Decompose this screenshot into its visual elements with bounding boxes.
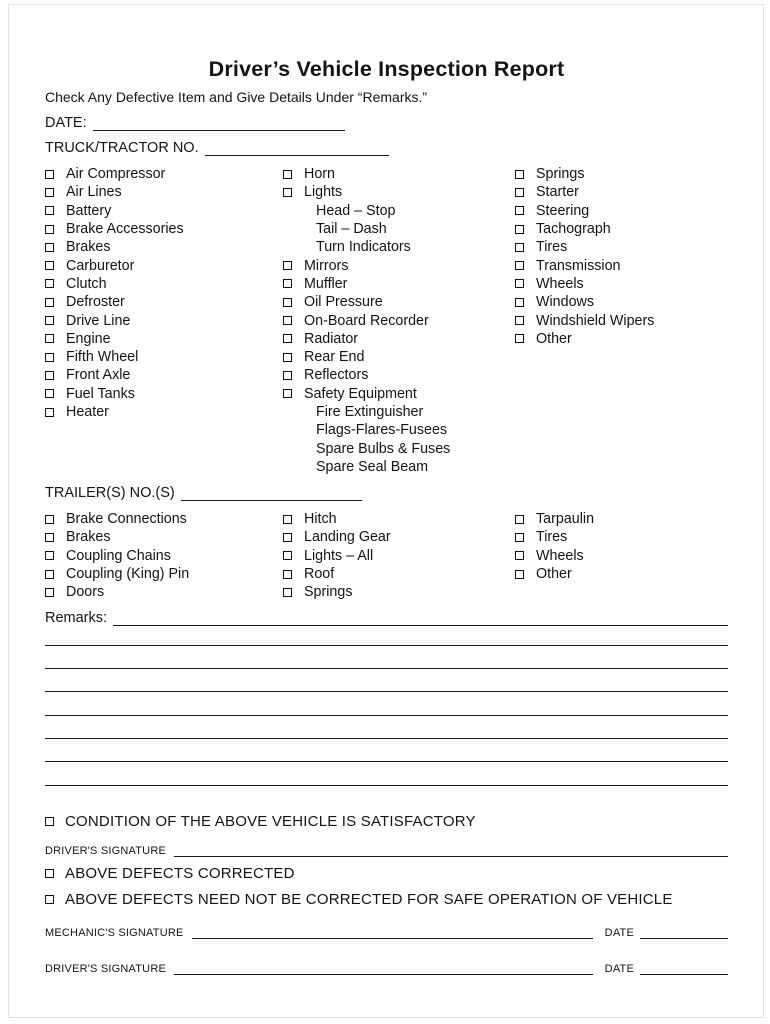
remarks-line[interactable] (45, 646, 728, 669)
checklist-item-label: Safety Equipment (304, 385, 417, 402)
truck-checklist (45, 165, 728, 476)
checklist-item-label: Doors (66, 584, 105, 601)
remarks-line[interactable] (45, 762, 728, 785)
satisfactory-label: CONDITION OF THE ABOVE VEHICLE IS SATISFACTORY (65, 812, 476, 830)
remarks-line[interactable] (45, 692, 728, 715)
checklist-item (515, 238, 728, 256)
checklist-item (515, 330, 728, 348)
checkbox[interactable] (515, 261, 524, 270)
checkbox[interactable] (45, 316, 54, 325)
checklist-item (283, 439, 515, 457)
checkbox[interactable] (283, 188, 292, 197)
checkbox[interactable] (45, 334, 54, 343)
date-label: DATE: (45, 115, 87, 131)
checklist-item-label: Flags-Flares-Fusees (316, 422, 448, 439)
driver-signature-line[interactable] (174, 846, 728, 857)
checklist-item-label: Tires (536, 239, 568, 256)
checkbox[interactable] (515, 206, 524, 215)
checklist-item (45, 385, 283, 403)
checklist-item-label: Heater (66, 404, 109, 420)
checkbox[interactable] (45, 206, 54, 215)
driver-date-line[interactable] (640, 964, 728, 975)
checklist-item-label: Front Axle (66, 367, 131, 384)
mechanic-signature-row (45, 923, 728, 939)
checkbox[interactable] (515, 170, 524, 179)
checklist-item-label: Brakes (66, 529, 111, 546)
checklist-item-label: Landing Gear (304, 529, 391, 546)
checklist-item (515, 311, 728, 329)
remarks-line[interactable] (113, 612, 728, 626)
checklist-item (283, 238, 515, 256)
checklist-item-label: Brake Connections (66, 511, 187, 528)
checklist-item-label: Tail – Dash (316, 221, 387, 238)
checkbox[interactable] (515, 279, 524, 288)
checklist-item (45, 220, 283, 238)
checkbox[interactable] (283, 551, 292, 560)
checklist-item-label: Transmission (536, 257, 621, 274)
checklist-item-label: Mirrors (304, 257, 349, 274)
checklist-item (283, 165, 515, 183)
mechanic-date-label: DATE (604, 926, 634, 939)
checklist-item (515, 165, 728, 183)
checklist-item-label: Battery (66, 202, 112, 219)
truck-checklist-column-1 (45, 165, 283, 476)
checklist-item (515, 220, 728, 238)
checkbox[interactable] (45, 243, 54, 252)
checkbox[interactable] (515, 515, 524, 524)
trailer-checklist-column-2 (283, 510, 515, 601)
checkbox[interactable] (515, 570, 524, 579)
satisfactory-checkbox[interactable] (45, 817, 54, 826)
defects-not-corrected-row (45, 890, 728, 909)
checkbox[interactable] (45, 261, 54, 270)
checklist-item (515, 202, 728, 220)
truck-no-label: TRUCK/TRACTOR NO. (45, 140, 199, 156)
defects-corrected-row (45, 864, 728, 883)
checklist-item (515, 183, 728, 201)
driver-signature-line[interactable] (174, 964, 593, 975)
checklist-item (283, 403, 515, 421)
checklist-item-label: Oil Pressure (304, 294, 383, 311)
instruction-text: Check Any Defective Item and Give Details Under “Remarks.” (45, 89, 428, 105)
checklist-item-label: Horn (304, 166, 335, 183)
checkbox[interactable] (45, 188, 54, 197)
checkbox[interactable] (283, 298, 292, 307)
checkbox[interactable] (45, 170, 54, 179)
checklist-item-label: Spare Seal Beam (316, 458, 429, 475)
checklist-item (283, 293, 515, 311)
checklist-item (45, 366, 283, 384)
checklist-item (45, 348, 283, 366)
checklist-item-label: Coupling Chains (66, 547, 171, 564)
checklist-item-label: Spare Bulbs & Fuses (316, 440, 451, 457)
driver-signature-row-bottom (45, 959, 728, 975)
checklist-item (515, 547, 728, 565)
truck-checklist-column-2 (283, 165, 515, 476)
mechanic-signature-label: MECHANIC'S SIGNATURE (45, 926, 184, 939)
checkbox[interactable] (515, 298, 524, 307)
mechanic-signature-line[interactable] (192, 928, 593, 939)
checklist-item-label: Tachograph (536, 221, 611, 238)
checklist-item-label: Other (536, 566, 572, 583)
checklist-item (283, 510, 515, 528)
checkbox[interactable] (283, 371, 292, 380)
checklist-item (45, 510, 283, 528)
checklist-item (45, 165, 283, 183)
checklist-item (45, 403, 283, 421)
checkbox[interactable] (45, 515, 54, 524)
remarks-line[interactable] (45, 626, 728, 646)
checklist-item (45, 528, 283, 546)
trailer-no-field-row (45, 482, 728, 501)
remarks-label: Remarks: (45, 609, 108, 626)
checkbox[interactable] (45, 533, 54, 542)
remarks-line[interactable] (45, 739, 728, 762)
defects-not-corrected-label: ABOVE DEFECTS NEED NOT BE CORRECTED FOR SAFE OPERATION OF VEHICLE (65, 890, 673, 908)
checklist-item-label: Head – Stop (316, 202, 396, 219)
checklist-item (283, 220, 515, 238)
remarks-line[interactable] (45, 669, 728, 692)
trailer-checklist (45, 510, 728, 601)
checklist-item (515, 510, 728, 528)
checkbox[interactable] (515, 334, 524, 343)
checklist-item (45, 183, 283, 201)
checkbox[interactable] (45, 371, 54, 380)
checklist-item (283, 311, 515, 329)
checklist-item-label: Engine (66, 330, 111, 347)
checklist-item-label: Wheels (536, 275, 584, 292)
checkbox[interactable] (45, 570, 54, 579)
checklist-item-label: Lights (304, 184, 343, 201)
checkbox[interactable] (515, 225, 524, 234)
checklist-item (45, 547, 283, 565)
checklist-item-label: Wheels (536, 547, 584, 564)
checkbox[interactable] (283, 279, 292, 288)
checklist-item-label: Reflectors (304, 367, 369, 384)
defects-corrected-checkbox[interactable] (45, 869, 54, 878)
checklist-item (45, 293, 283, 311)
checklist-item-label: Clutch (66, 275, 107, 292)
checklist-item-label: Starter (536, 184, 579, 201)
satisfactory-row (45, 812, 728, 831)
checklist-item (45, 330, 283, 348)
checklist-item-label: Springs (536, 166, 585, 183)
checklist-item-label: Carburetor (66, 257, 135, 274)
checklist-item (45, 275, 283, 293)
checklist-item (45, 202, 283, 220)
checklist-item (283, 385, 515, 403)
remarks-field-row (45, 607, 728, 626)
driver-signature-label: DRIVER'S SIGNATURE (45, 962, 167, 975)
checklist-item (45, 256, 283, 274)
checklist-item-label: Radiator (304, 330, 359, 347)
date-input-line[interactable] (93, 117, 345, 131)
checkbox[interactable] (283, 389, 292, 398)
checklist-item-label: Hitch (304, 511, 337, 528)
checklist-item (283, 421, 515, 439)
defects-corrected-label: ABOVE DEFECTS CORRECTED (65, 864, 295, 882)
checklist-item-label: Fire Extinguisher (316, 404, 424, 420)
checklist-item-label: Coupling (King) Pin (66, 566, 190, 583)
checklist-item-label: Tarpaulin (536, 511, 595, 528)
checklist-item-label: Turn Indicators (316, 239, 411, 256)
checklist-item-label: Fuel Tanks (66, 385, 135, 402)
checklist-item (283, 183, 515, 201)
checklist-item (283, 275, 515, 293)
checklist-item (45, 238, 283, 256)
driver-signature-row-top (45, 841, 728, 857)
truck-no-input-line[interactable] (205, 142, 389, 156)
checklist-item (515, 528, 728, 546)
checkbox[interactable] (45, 588, 54, 597)
checkbox[interactable] (45, 389, 54, 398)
truck-no-field-row (45, 137, 728, 156)
checkbox[interactable] (515, 243, 524, 252)
checklist-item-label: Springs (304, 584, 353, 601)
defects-not-corrected-checkbox[interactable] (45, 895, 54, 904)
checkbox[interactable] (283, 588, 292, 597)
truck-checklist-column-3 (515, 165, 728, 476)
trailer-checklist-column-1 (45, 510, 283, 601)
checklist-item-label: Air Compressor (66, 166, 166, 183)
checkbox[interactable] (45, 225, 54, 234)
checklist-item (515, 293, 728, 311)
checklist-item-label: On-Board Recorder (304, 312, 429, 329)
mechanic-date-line[interactable] (640, 928, 728, 939)
checklist-item (283, 547, 515, 565)
checkbox[interactable] (283, 353, 292, 362)
checklist-item (283, 330, 515, 348)
checkbox[interactable] (283, 316, 292, 325)
checklist-item-label: Muffler (304, 275, 348, 292)
checkbox[interactable] (45, 408, 54, 417)
checklist-item-label: Brake Accessories (66, 221, 184, 238)
checklist-item-label: Air Lines (66, 184, 122, 201)
checkbox[interactable] (45, 551, 54, 560)
page-title: Driver’s Vehicle Inspection Report (208, 57, 565, 81)
checkbox[interactable] (515, 533, 524, 542)
checklist-item (515, 565, 728, 583)
checklist-item (283, 366, 515, 384)
checklist-item (283, 565, 515, 583)
checkbox[interactable] (283, 570, 292, 579)
checklist-item (515, 256, 728, 274)
checklist-item-label: Tires (536, 529, 568, 546)
checklist-item (45, 311, 283, 329)
trailer-checklist-column-3 (515, 510, 728, 601)
checkbox[interactable] (283, 261, 292, 270)
checklist-item (283, 202, 515, 220)
date-field-row (45, 112, 728, 131)
checklist-item-label: Windows (536, 294, 594, 311)
checkbox[interactable] (283, 515, 292, 524)
trailer-no-label: TRAILER(S) NO.(S) (45, 485, 175, 502)
checklist-item (283, 348, 515, 366)
checklist-item-label: Rear End (304, 349, 365, 366)
checklist-item (283, 528, 515, 546)
remarks-line[interactable] (45, 716, 728, 739)
checklist-item-label: Steering (536, 202, 590, 219)
checklist-item (283, 256, 515, 274)
checkbox[interactable] (515, 551, 524, 560)
checklist-item-label: Defroster (66, 294, 125, 311)
checkbox[interactable] (45, 353, 54, 362)
checklist-item (515, 275, 728, 293)
checklist-item-label: Lights – All (304, 547, 374, 564)
checkbox[interactable] (515, 316, 524, 325)
checkbox[interactable] (283, 334, 292, 343)
driver-date-label: DATE (604, 962, 634, 975)
checkbox[interactable] (283, 533, 292, 542)
checklist-item-label: Drive Line (66, 312, 131, 329)
checkbox[interactable] (515, 188, 524, 197)
checklist-item-label: Windshield Wipers (536, 312, 655, 329)
driver-signature-label: DRIVER'S SIGNATURE (45, 844, 167, 857)
checklist-item-label: Other (536, 330, 572, 347)
trailer-no-input-line[interactable] (181, 487, 362, 501)
checklist-item-label: Roof (304, 566, 335, 583)
checkbox[interactable] (283, 170, 292, 179)
checklist-item (283, 458, 515, 476)
remarks-ruled-lines (45, 626, 728, 786)
checklist-item-label: Fifth Wheel (66, 349, 139, 366)
checklist-item (283, 583, 515, 601)
checklist-item (45, 583, 283, 601)
checkbox[interactable] (45, 298, 54, 307)
checklist-item (45, 565, 283, 583)
checklist-item-label: Brakes (66, 239, 111, 256)
checkbox[interactable] (45, 279, 54, 288)
